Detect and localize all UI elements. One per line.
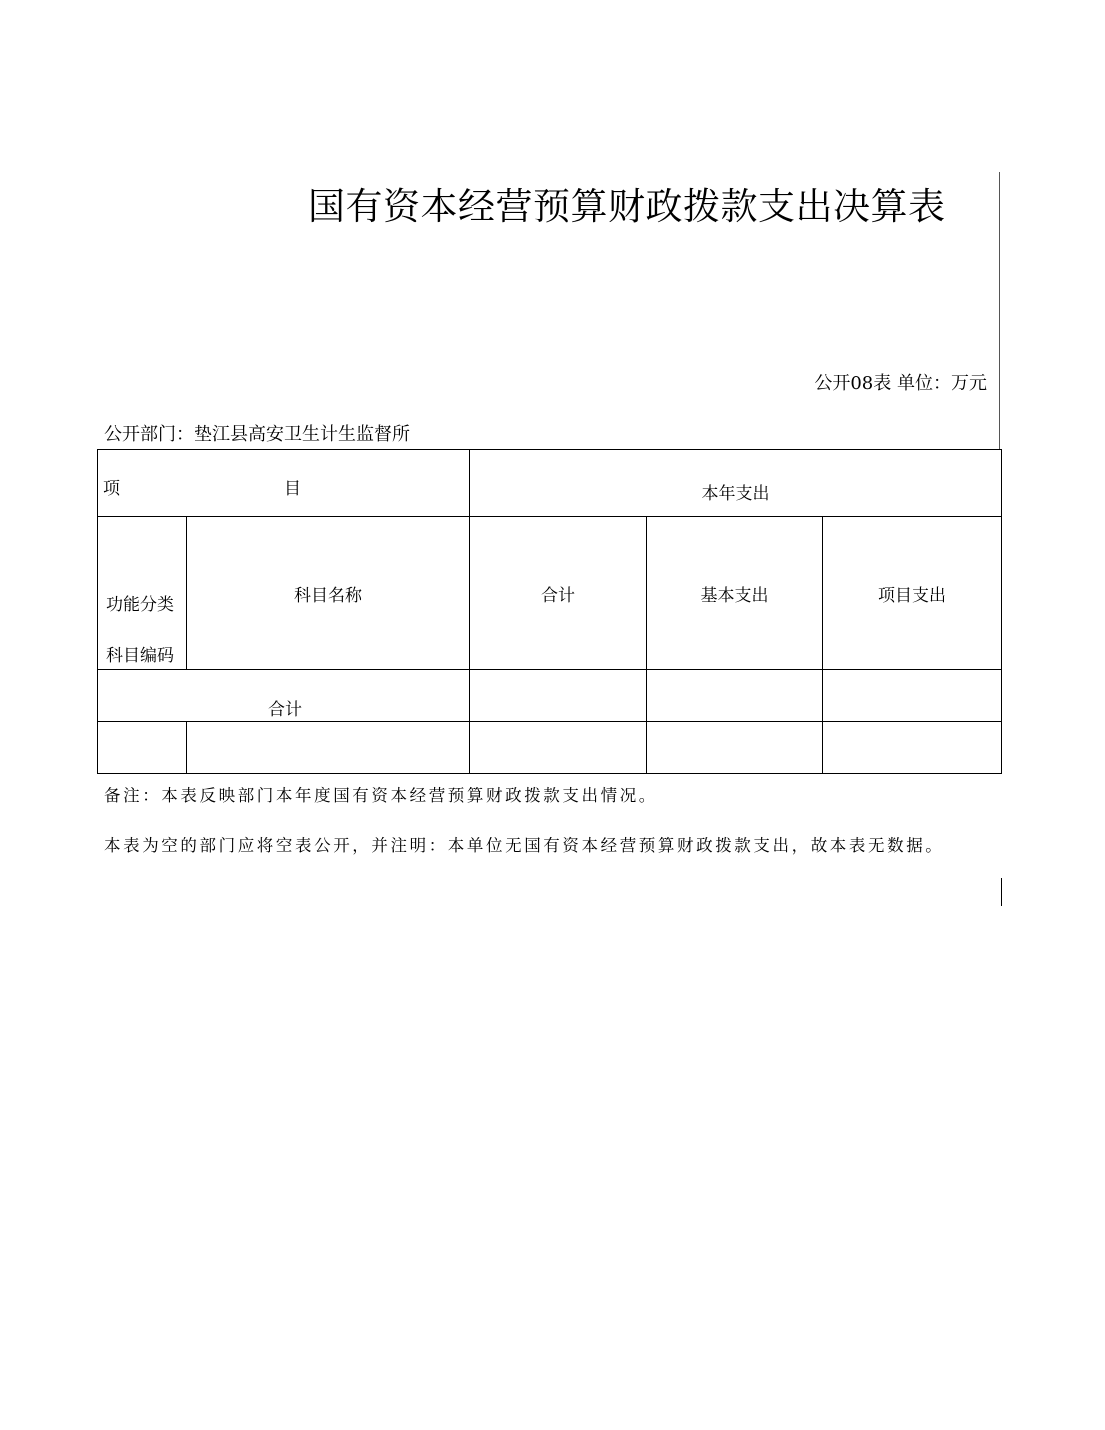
function-code-header-line1: 功能分类 [106,595,174,615]
table-subheader-row [98,517,1002,670]
page-right-border-mark [1001,878,1002,906]
row-basic-cell [647,722,823,774]
row-name-cell [187,722,470,774]
note-line-1: 备注：本表反映部门本年度国有资本经营预算财政拨款支出情况。 [104,786,658,805]
table-number-and-unit: 公开08表 单位：万元 [814,373,987,394]
row-code-cell [98,722,187,774]
total-row-label: 合计 [268,700,302,720]
function-code-header [98,517,187,670]
item-header-label-a: 项 [103,479,120,499]
department-line: 公开部门：垫江县高安卫生计生监督所 [104,424,410,445]
total-row [98,670,1002,722]
table-header-row [98,450,1002,517]
page-right-border-line [999,172,1000,450]
item-header-label-b: 目 [284,479,301,499]
page-title: 国有资本经营预算财政拨款支出决算表 [308,185,946,228]
item-header-cell [98,450,470,517]
project-expenditure-header: 项目支出 [823,517,1002,670]
total-row-project-cell [823,670,1002,722]
basic-expenditure-header: 基本支出 [647,517,823,670]
note-line-2: 本表为空的部门应将空表公开，并注明：本单位无国有资本经营预算财政拨款支出，故本表无数据。 [104,836,945,855]
total-row-basic-cell [647,670,823,722]
total-row-total-cell [470,670,647,722]
row-project-cell [823,722,1002,774]
row-total-cell [470,722,647,774]
expenditure-table [97,449,1002,774]
this-year-expenditure-header: 本年支出 [470,450,1002,517]
function-code-header-line2: 科目编码 [106,646,174,666]
total-row-label-cell [98,670,470,722]
table-row [98,722,1002,774]
total-header: 合计 [470,517,647,670]
subject-name-header: 科目名称 [187,517,470,670]
